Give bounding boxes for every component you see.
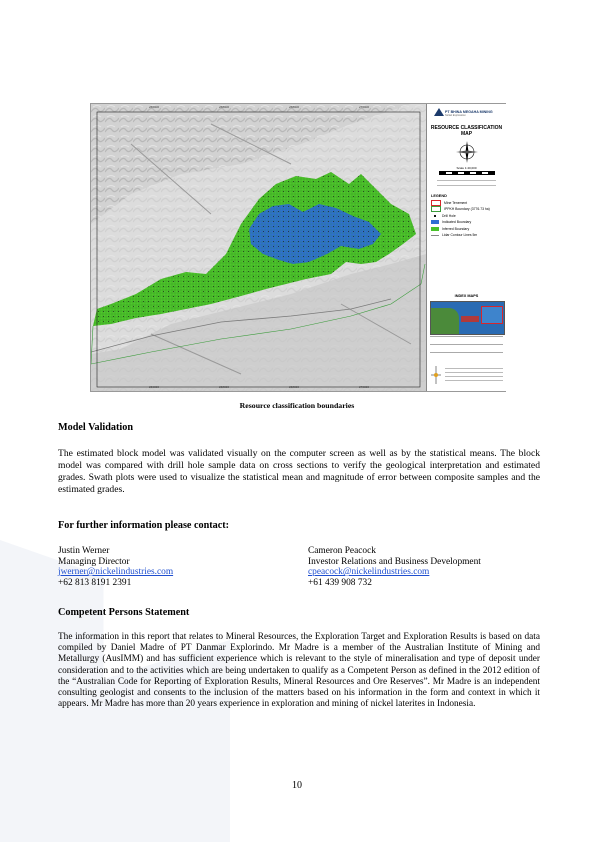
map-info-row-3	[430, 352, 503, 363]
contact-phone: +61 439 908 732	[308, 577, 372, 588]
legend-item	[431, 226, 506, 231]
legend-item	[431, 213, 506, 218]
figure-caption: Resource classification boundaries	[239, 401, 355, 410]
company-name: PT BHINA MEGAHA MINING	[445, 110, 493, 114]
page-number: 10	[292, 780, 302, 791]
map-legend-panel	[426, 104, 506, 391]
legend-item	[431, 207, 506, 212]
legend-label: Indicated Boundary	[442, 220, 472, 225]
contact-role: Managing Director	[58, 556, 130, 567]
legend-title: LEGEND	[431, 194, 447, 198]
contact-email-link[interactable]: jwerner@nickelindustries.com	[58, 567, 174, 578]
legend-swatch-icon	[431, 227, 439, 231]
map-scale-text: Scale 1:40,000	[456, 166, 477, 170]
model-validation-heading: Model Validation	[58, 422, 134, 433]
classification-map: 266000 268000 268000 270000 266000 268000 268000 270000	[91, 104, 426, 391]
competent-persons-heading: Competent Persons Statement	[58, 607, 190, 618]
resource-classification-figure	[90, 103, 506, 392]
company-logo-icon	[434, 108, 444, 116]
contact-name: Cameron Peacock	[308, 546, 376, 556]
contact-role: Investor Relations and Business Development	[308, 556, 481, 567]
contact-cameron	[308, 546, 481, 588]
legend-item	[431, 220, 506, 225]
contact-justin	[58, 546, 173, 588]
map-graphic	[91, 104, 426, 391]
competent-persons-body: The information in this report that relates to Mineral Resources, the Exploration Target and Exploration Results is based on data compiled by Daniel Madre of PT Danmar Explorindo. Mr Madre is a member of the Australian Institute of Mining and Metallurgy (AusIMM) and has sufficient experience which is relevant to the style of mineralisation and type of deposit under consideration and to the activities which are being undertaken to qualify as a Competent Person as defined in the 2012 edition of the “Australian Code for Reporting of Exploration Results, Mineral Resources and Ore Reserves”. Mr Madre is an independent consulting geologist and consents to the inclusion of the matters based on his information in the form and context in which it appears. Mr Madre has more than 20 years experience in exploration and mining of nickel laterites in Indonesia.	[58, 632, 540, 710]
index-map	[430, 301, 505, 335]
legend-label: Mine Tenement	[444, 200, 468, 205]
legend-swatch-icon	[431, 235, 439, 236]
legend-label: IPPKH Boundary (3776.73 ha)	[444, 207, 490, 212]
legend-swatch-icon	[431, 214, 439, 218]
contact-phone: +62 813 8191 2391	[58, 577, 132, 588]
legend-item	[431, 200, 506, 205]
index-maps-title: INDEX MAPS	[454, 294, 479, 298]
contact-heading: For further information please contact:	[58, 520, 230, 531]
legend-swatch-icon	[431, 206, 441, 212]
company-subtitle: Nickel Exploration	[445, 114, 466, 117]
map-info-row-1	[430, 336, 503, 343]
north-arrow-icon	[455, 140, 479, 164]
contact-name: Justin Werner	[58, 546, 110, 556]
map-info-row-2	[430, 344, 503, 351]
legend-label: Lidar Contour Lines 5m	[442, 233, 478, 238]
legend-swatch-icon	[431, 220, 439, 224]
legend-label: Inferred Boundary	[442, 226, 470, 231]
model-validation-body: The estimated block model was validated visually on the computer screen as well as by the statistical means. The block model was compared with drill hole sample data on cross sections to verify the geological interpretation and estimated grades. Swath plots were used to visualize the statistical mean and magnitude of error between composite samples and the estimated grades.	[58, 448, 540, 496]
map-notes	[445, 366, 503, 381]
legend-list	[427, 200, 506, 238]
legend-swatch-icon	[431, 200, 441, 206]
map-fineprint	[431, 177, 502, 186]
map-title: RESOURCE CLASSIFICATION MAP	[430, 125, 503, 137]
legend-item	[431, 233, 506, 238]
survey-logo-icon	[431, 366, 441, 384]
scale-bar	[439, 171, 495, 175]
contact-email-link[interactable]: cpeacock@nickelindustries.com	[308, 567, 430, 578]
legend-label: Drill Hole	[442, 213, 456, 218]
